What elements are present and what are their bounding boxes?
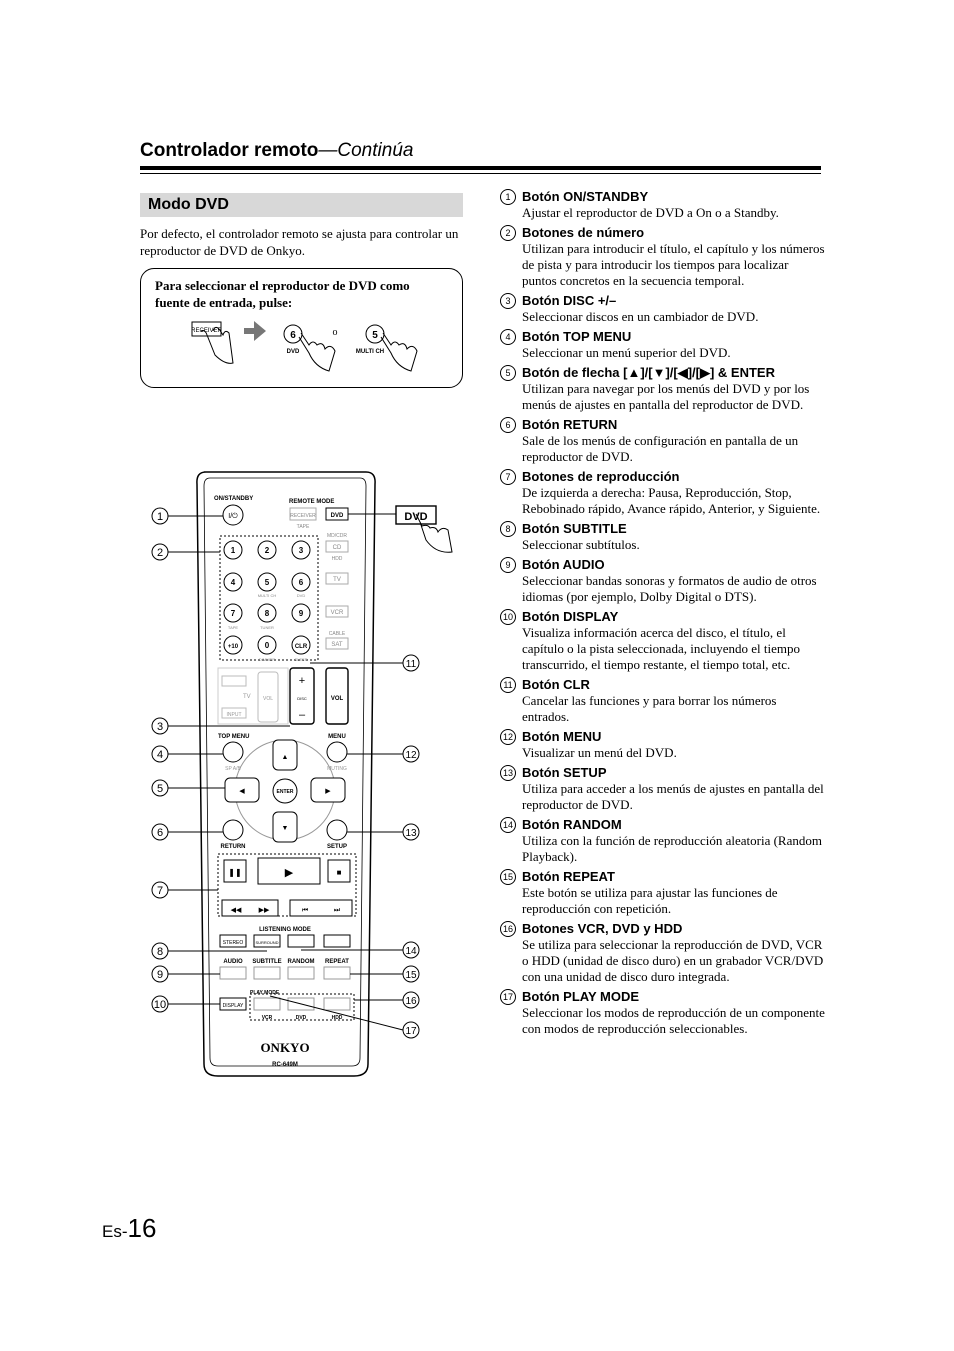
subtitle-button bbox=[254, 967, 280, 979]
description-item bbox=[500, 988, 825, 1037]
stop-icon: ■ bbox=[336, 868, 342, 877]
hdd-label: HDD bbox=[331, 556, 343, 562]
model-label: RC-649M bbox=[272, 1062, 298, 1068]
clr-label: CLR bbox=[294, 644, 308, 650]
item-number-badge: 14 bbox=[500, 817, 516, 833]
header-rule-thin bbox=[140, 173, 821, 174]
description-item bbox=[500, 816, 825, 865]
item-number-badge: 3 bbox=[500, 293, 516, 309]
item-description: Cancelar las funciones y para borrar los números entrados. bbox=[522, 693, 777, 724]
page-prefix: Es- bbox=[102, 1222, 128, 1241]
tv-label-2: TV bbox=[243, 694, 251, 700]
callout-6: 6 bbox=[156, 827, 164, 839]
item-number-badge: 11 bbox=[500, 677, 516, 693]
item-title-text: Botón SETUP bbox=[522, 765, 607, 780]
dvd-mode-label: DVD bbox=[330, 513, 344, 519]
prev-next-rocker bbox=[290, 900, 352, 916]
callout-17: 17 bbox=[405, 1026, 417, 1037]
item-title bbox=[500, 988, 825, 1005]
callout-13: 13 bbox=[405, 828, 417, 839]
item-number-badge: 16 bbox=[500, 921, 516, 937]
disc-plus: + bbox=[298, 675, 306, 687]
item-title bbox=[500, 224, 825, 241]
menu-button bbox=[327, 742, 347, 762]
item-title bbox=[500, 520, 825, 537]
item-title bbox=[500, 676, 825, 693]
item-title-text: Botón REPEAT bbox=[522, 869, 615, 884]
item-description: Seleccionar los modos de reproducción de un componente con modos de reproducción seleccionables. bbox=[522, 1005, 825, 1036]
pause-icon: ❚❚ bbox=[228, 868, 242, 877]
key-8-label: 8 bbox=[264, 609, 270, 618]
setup-button bbox=[327, 820, 347, 840]
sleep-label: SLEEP bbox=[294, 657, 308, 662]
item-title-text: Botón MENU bbox=[522, 729, 602, 744]
item-description: Visualizar un menú del DVD. bbox=[522, 745, 677, 760]
note-illustration bbox=[141, 269, 462, 387]
item-number-badge: 10 bbox=[500, 609, 516, 625]
description-item bbox=[500, 920, 825, 985]
item-title bbox=[500, 764, 825, 781]
play-icon: ▶ bbox=[284, 867, 294, 879]
callout-4: 4 bbox=[156, 749, 164, 761]
key-7-label: 7 bbox=[230, 609, 236, 618]
key-4-label: 4 bbox=[230, 578, 236, 587]
item-title-text: Botones de número bbox=[522, 225, 645, 240]
item-title bbox=[500, 364, 825, 381]
subtitle-label: SUBTITLE bbox=[252, 959, 282, 965]
callout-16: 16 bbox=[405, 996, 417, 1007]
sat-label: SAT bbox=[331, 642, 343, 648]
description-item bbox=[500, 764, 825, 813]
cable-label: CABLE bbox=[328, 631, 346, 637]
callout-7: 7 bbox=[156, 885, 164, 897]
item-title-text: Botones VCR, DVD y HDD bbox=[522, 921, 683, 936]
page-number-value: 16 bbox=[127, 1213, 157, 1243]
item-number-badge: 1 bbox=[500, 189, 516, 205]
description-item bbox=[500, 676, 825, 725]
item-title-text: Botón SUBTITLE bbox=[522, 521, 627, 536]
receiver-key-label: RECEIVER bbox=[191, 328, 222, 334]
item-description: Seleccionar un menú superior del DVD. bbox=[522, 345, 731, 360]
item-description: Visualiza información acerca del disco, el título, el capítulo o la pista seleccionada, incluyendo el tiempo transcurrido, el tiempo restante, el tiempo total, etc. bbox=[522, 625, 800, 672]
audio-label: AUDIO bbox=[223, 959, 243, 965]
hdd-select-button bbox=[324, 998, 350, 1010]
item-title bbox=[500, 920, 825, 937]
listening-mode-label: LISTENING MODE bbox=[259, 927, 311, 933]
item-title bbox=[500, 292, 825, 309]
cd-label: CD bbox=[332, 545, 342, 551]
disc-minus: – bbox=[298, 709, 306, 721]
vcr-label: VCR bbox=[330, 610, 344, 616]
key-6-caption: DVD bbox=[286, 349, 300, 355]
item-title-text: Botón TOP MENU bbox=[522, 329, 632, 344]
receiver-label: RECEIVER bbox=[290, 513, 316, 519]
down-arrow-icon: ▼ bbox=[281, 825, 289, 832]
input-label: INPUT bbox=[226, 712, 242, 718]
listening-mode-right bbox=[324, 935, 350, 947]
item-title-text: Botón PLAY MODE bbox=[522, 989, 640, 1004]
left-arrow-icon: ◀ bbox=[239, 788, 245, 795]
key-3-label: 3 bbox=[298, 546, 304, 555]
description-item bbox=[500, 608, 825, 673]
vcr-select-button bbox=[254, 998, 280, 1010]
callout-9: 9 bbox=[156, 969, 164, 981]
previous-icon: ⏮ bbox=[301, 907, 309, 914]
key-9-label: 9 bbox=[298, 609, 304, 618]
description-item bbox=[500, 728, 825, 761]
item-description: Se utiliza para seleccionar la reproducción de DVD, VCR o HDD (unidad de disco duro) en un grabador VCR/DVD con una unidad de disco duro integrada. bbox=[522, 937, 824, 984]
key-6-label: 6 bbox=[290, 330, 296, 341]
item-title-text: Botón RETURN bbox=[522, 417, 618, 432]
sp-ab-label: SP A/B bbox=[225, 766, 241, 772]
up-arrow-icon: ▲ bbox=[281, 754, 289, 761]
callout-5: 5 bbox=[156, 783, 164, 795]
arrow-right-icon bbox=[244, 321, 266, 341]
callout-12: 12 bbox=[405, 750, 417, 761]
item-description: Seleccionar discos en un cambiador de DVD. bbox=[522, 309, 759, 324]
tv-power-button bbox=[222, 676, 246, 686]
key-6-label: 6 bbox=[298, 578, 304, 587]
right-arrow-icon: ▶ bbox=[325, 788, 331, 795]
random-label: RANDOM bbox=[287, 959, 315, 965]
item-number-badge: 17 bbox=[500, 989, 516, 1005]
key-5-label: 5 bbox=[372, 330, 378, 341]
page-header-title bbox=[140, 140, 413, 162]
dvd-callout-label: DVD bbox=[404, 511, 428, 523]
on-standby-label: ON/STANDBY bbox=[214, 496, 254, 502]
item-title bbox=[500, 468, 825, 485]
item-number-badge: 8 bbox=[500, 521, 516, 537]
item-description: Ajustar el reproductor de DVD a On o a Standby. bbox=[522, 205, 779, 220]
item-title-text: Botón DISPLAY bbox=[522, 609, 619, 624]
return-button bbox=[223, 820, 243, 840]
repeat-button bbox=[324, 967, 350, 979]
item-title bbox=[500, 188, 825, 205]
or-text: o bbox=[332, 327, 338, 338]
return-label: RETURN bbox=[220, 844, 246, 850]
callout-1: 1 bbox=[156, 511, 164, 523]
dimmer-label: DIMMER bbox=[258, 657, 276, 662]
tv-label: TV bbox=[333, 577, 341, 583]
item-description: Utilizan para navegar por los menús del DVD y por los menús de ajustes en pantalla del reproductor de DVD. bbox=[522, 381, 810, 412]
item-title bbox=[500, 868, 825, 885]
item-title-text: Botón RANDOM bbox=[522, 817, 622, 832]
callout-3: 3 bbox=[156, 721, 164, 733]
power-icon: I/⏻ bbox=[228, 513, 238, 520]
mdcdr-label: MD/CDR bbox=[327, 533, 347, 539]
key-plus10-label: +10 bbox=[227, 644, 239, 650]
setup-label: SETUP bbox=[326, 844, 348, 850]
key-5-label: 5 bbox=[264, 578, 270, 587]
hdd-select-label: HDD bbox=[331, 1015, 343, 1021]
tape-label: TAPE bbox=[296, 524, 310, 530]
item-title bbox=[500, 416, 825, 433]
item-number-badge: 7 bbox=[500, 469, 516, 485]
item-title-text: Botón AUDIO bbox=[522, 557, 605, 572]
item-description: De izquierda a derecha: Pausa, Reproducción, Stop, Rebobinado rápido, Avance rápido, Anterior, y Siguiente. bbox=[522, 485, 821, 516]
item-number-badge: 13 bbox=[500, 765, 516, 781]
disc-label: DISC bbox=[297, 696, 307, 701]
description-item bbox=[500, 328, 825, 361]
item-number-badge: 6 bbox=[500, 417, 516, 433]
item-title-text: Botón de flecha [▲]/[▼]/[◀]/[▶] & ENTER bbox=[522, 365, 775, 380]
item-description: Este botón se utiliza para ajustar las funciones de reproducción con repetición. bbox=[522, 885, 778, 916]
key-2-label: 2 bbox=[264, 546, 270, 555]
note-box bbox=[140, 268, 463, 388]
remote-body bbox=[197, 472, 375, 1076]
tv-vol-label: VOL bbox=[262, 696, 274, 702]
item-number-badge: 12 bbox=[500, 729, 516, 745]
item-number-badge: 15 bbox=[500, 869, 516, 885]
item-description: Utiliza para acceder a los menús de ajustes en pantalla del reproductor de DVD. bbox=[522, 781, 824, 812]
callout-10: 10 bbox=[153, 999, 167, 1011]
description-item bbox=[500, 364, 825, 413]
item-title bbox=[500, 816, 825, 833]
menu-label: MENU bbox=[328, 734, 346, 740]
key-5-caption: MULTI CH bbox=[355, 349, 385, 355]
callout-2: 2 bbox=[156, 547, 164, 559]
hand-icon bbox=[299, 333, 335, 371]
description-item bbox=[500, 520, 825, 553]
description-item bbox=[500, 416, 825, 465]
item-number-badge: 2 bbox=[500, 225, 516, 241]
vol-label: VOL bbox=[330, 696, 344, 702]
dvd-select-label: DVD bbox=[295, 1015, 307, 1021]
callout-11: 11 bbox=[405, 659, 417, 670]
enter-label: ENTER bbox=[276, 789, 294, 795]
item-number-badge: 9 bbox=[500, 557, 516, 573]
header-subtitle: —Continúa bbox=[318, 140, 414, 161]
description-item bbox=[500, 224, 825, 289]
header-title-text: Controlador remoto bbox=[140, 140, 319, 161]
fast-forward-icon: ▶▶ bbox=[258, 907, 270, 914]
item-title bbox=[500, 728, 825, 745]
dvd-key-label: DVD bbox=[296, 593, 306, 598]
brand-logo: ONKYO bbox=[260, 1040, 310, 1055]
stereo-label: STEREO bbox=[222, 940, 244, 946]
item-title-text: Botones de reproducción bbox=[522, 469, 680, 484]
display-label: DISPLAY bbox=[222, 1003, 244, 1009]
remote-control-figure bbox=[140, 460, 470, 1115]
vcr-select-label: VCR bbox=[261, 1015, 273, 1021]
next-icon: ⏭ bbox=[333, 907, 341, 914]
audio-button bbox=[220, 967, 246, 979]
tape-key-label: TAPE bbox=[227, 625, 239, 630]
item-title bbox=[500, 328, 825, 345]
random-button bbox=[288, 967, 314, 979]
item-title-text: Botón ON/STANDBY bbox=[522, 189, 649, 204]
key-1-label: 1 bbox=[230, 546, 236, 555]
description-item bbox=[500, 292, 825, 325]
description-item bbox=[500, 468, 825, 517]
callout-8: 8 bbox=[156, 946, 164, 958]
item-description: Sale de los menús de configuración en pantalla de un reproductor de DVD. bbox=[522, 433, 799, 464]
description-item bbox=[500, 556, 825, 605]
listening-mode-left bbox=[288, 935, 314, 947]
button-description-list bbox=[500, 188, 825, 1040]
item-description: Seleccionar bandas sonoras y formatos de audio de otros idiomas (por ejemplo, Dolby Digital o DTS). bbox=[522, 573, 817, 604]
page-number bbox=[102, 1213, 156, 1244]
item-number-badge: 4 bbox=[500, 329, 516, 345]
top-menu-button bbox=[223, 742, 243, 762]
muting-label: MUTING bbox=[327, 766, 347, 772]
item-description: Seleccionar subtítulos. bbox=[522, 537, 640, 552]
multi-ch-label: MULTI CH bbox=[257, 593, 277, 598]
tuner-key-label: TUNER bbox=[260, 625, 274, 630]
callout-14: 14 bbox=[405, 946, 417, 957]
description-item bbox=[500, 868, 825, 917]
section-title: Modo DVD bbox=[140, 193, 463, 217]
item-title bbox=[500, 556, 825, 573]
surround-label: SURROUND bbox=[255, 940, 279, 945]
item-description: Utiliza con la función de reproducción aleatoria (Random Playback). bbox=[522, 833, 822, 864]
remote-illustration bbox=[140, 460, 470, 1110]
description-item bbox=[500, 188, 825, 221]
remote-mode-label: REMOTE MODE bbox=[289, 499, 335, 505]
rewind-icon: ◀◀ bbox=[230, 907, 242, 914]
header-rule-thick bbox=[140, 166, 821, 170]
note-text: Para seleccionar el reproductor de DVD como fuente de entrada, pulse: bbox=[155, 278, 410, 310]
intro-paragraph: Por defecto, el controlador remoto se ajusta para controlar un reproductor de DVD de Onkyo. bbox=[140, 226, 459, 258]
key-0-label: 0 bbox=[264, 641, 270, 650]
item-title-text: Botón CLR bbox=[522, 677, 590, 692]
callout-15: 15 bbox=[405, 970, 417, 981]
item-title-text: Botón DISC +/– bbox=[522, 293, 617, 308]
hand-icon bbox=[381, 333, 417, 371]
item-number-badge: 5 bbox=[500, 365, 516, 381]
repeat-label: REPEAT bbox=[325, 959, 349, 965]
top-menu-label: TOP MENU bbox=[218, 734, 250, 740]
item-description: Utilizan para introducir el título, el capítulo y los números de pista y para introducir los tiempos para localizar puntos concretos en la secuencia temporal. bbox=[522, 241, 825, 288]
item-title bbox=[500, 608, 825, 625]
play-mode-label: PLAY MODE bbox=[250, 990, 280, 996]
